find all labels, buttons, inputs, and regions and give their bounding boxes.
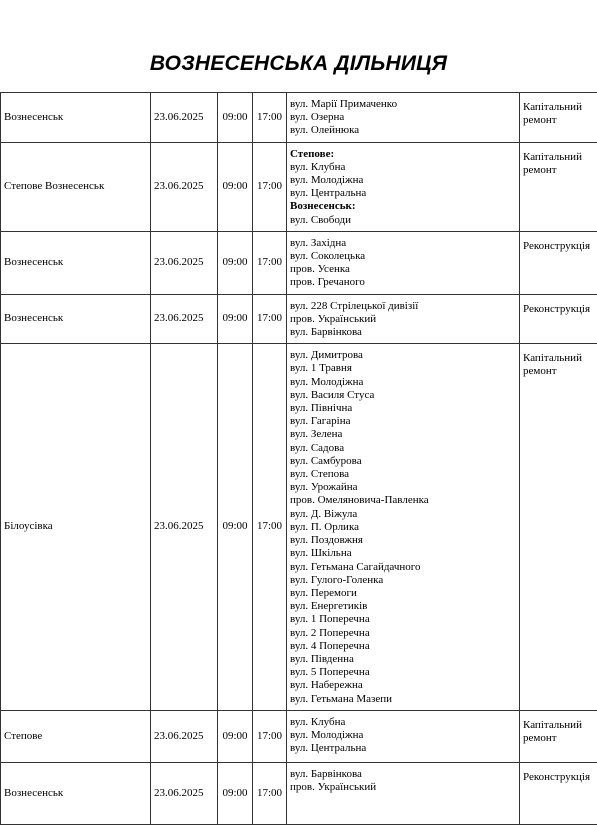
street-item: вул. Центральна: [290, 742, 516, 755]
date-cell: 23.06.2025: [151, 294, 218, 344]
work-type-cell: Капітальний ремонт: [520, 142, 597, 231]
street-item: вул. Центральна: [290, 187, 516, 200]
street-item: вул. Барвінкова: [290, 326, 516, 339]
table-row: [1, 344, 597, 710]
street-item: вул. Набережна: [290, 679, 516, 692]
street-item: вул. Гагаріна: [290, 415, 516, 428]
street-item: вул. Барвінкова: [290, 768, 516, 781]
locality-cell: Степове Вознесенськ: [1, 142, 151, 231]
start-time-cell: 09:00: [218, 142, 253, 231]
table-row: [1, 93, 597, 143]
street-item: вул. Свободи: [290, 214, 516, 227]
street-item: вул. Південна: [290, 653, 516, 666]
street-item: пров. Український: [290, 313, 516, 326]
locality-cell: Вознесенськ: [1, 93, 151, 143]
street-item: вул. Поздовжня: [290, 534, 516, 547]
end-time-cell: 17:00: [253, 231, 287, 294]
settlement-heading: Степове:: [290, 148, 516, 161]
start-time-cell: 09:00: [218, 294, 253, 344]
street-item: вул. Шкільна: [290, 547, 516, 560]
street-item: вул. 2 Поперечна: [290, 627, 516, 640]
settlement-heading: Вознесенськ:: [290, 200, 516, 213]
end-time-cell: 17:00: [253, 142, 287, 231]
street-item: пров. Усенка: [290, 263, 516, 276]
street-item: вул. Олейнюка: [290, 124, 516, 137]
street-item: вул. Молодіжна: [290, 376, 516, 389]
street-item: вул. Зелена: [290, 428, 516, 441]
street-item: вул. Гетьмана Сагайдачного: [290, 561, 516, 574]
street-item: пров. Український: [290, 781, 516, 794]
streets-cell: [287, 93, 520, 143]
page-title: ВОЗНЕСЕНСЬКА ДІЛЬНИЦЯ: [0, 52, 597, 76]
streets-cell: [287, 344, 520, 710]
locality-cell: Вознесенськ: [1, 762, 151, 824]
street-item: вул. Гетьмана Мазепи: [290, 693, 516, 706]
end-time-cell: 17:00: [253, 294, 287, 344]
street-item: вул. Д. Віжула: [290, 508, 516, 521]
street-item: вул. 1 Травня: [290, 362, 516, 375]
street-item: вул. Енергетиків: [290, 600, 516, 613]
street-item: вул. Василя Стуса: [290, 389, 516, 402]
street-item: вул. 4 Поперечна: [290, 640, 516, 653]
street-item: вул. Самбурова: [290, 455, 516, 468]
street-item: вул. Соколецька: [290, 250, 516, 263]
street-item: вул. 1 Поперечна: [290, 613, 516, 626]
street-item: вул. Степова: [290, 468, 516, 481]
date-cell: 23.06.2025: [151, 231, 218, 294]
work-type-cell: Капітальний ремонт: [520, 93, 597, 143]
street-item: вул. Північна: [290, 402, 516, 415]
street-item: вул. Садова: [290, 442, 516, 455]
outage-schedule-table: [0, 92, 597, 825]
start-time-cell: 09:00: [218, 344, 253, 710]
table-row: [1, 710, 597, 762]
streets-cell: [287, 294, 520, 344]
streets-cell: [287, 710, 520, 762]
street-item: вул. П. Орлика: [290, 521, 516, 534]
street-item: вул. Західна: [290, 237, 516, 250]
end-time-cell: 17:00: [253, 710, 287, 762]
date-cell: 23.06.2025: [151, 344, 218, 710]
end-time-cell: 17:00: [253, 93, 287, 143]
start-time-cell: 09:00: [218, 231, 253, 294]
table-row: [1, 231, 597, 294]
table-row: [1, 294, 597, 344]
streets-cell: [287, 231, 520, 294]
end-time-cell: 17:00: [253, 762, 287, 824]
street-item: вул. 5 Поперечна: [290, 666, 516, 679]
locality-cell: Білоусівка: [1, 344, 151, 710]
work-type-cell: Капітальний ремонт: [520, 344, 597, 710]
date-cell: 23.06.2025: [151, 142, 218, 231]
street-item: вул. Молодіжна: [290, 174, 516, 187]
date-cell: 23.06.2025: [151, 93, 218, 143]
street-item: пров. Омеляновича-Павленка: [290, 494, 516, 507]
end-time-cell: 17:00: [253, 344, 287, 710]
street-item: вул. Урожайна: [290, 481, 516, 494]
street-item: вул. Перемоги: [290, 587, 516, 600]
streets-cell: [287, 762, 520, 824]
table-row: [1, 762, 597, 824]
work-type-cell: Реконструкція: [520, 294, 597, 344]
work-type-cell: Капітальний ремонт: [520, 710, 597, 762]
work-type-cell: Реконструкція: [520, 762, 597, 824]
street-item: вул. Клубна: [290, 716, 516, 729]
street-item: вул. Клубна: [290, 161, 516, 174]
street-item: вул. Гулого-Голенка: [290, 574, 516, 587]
street-item: вул. 228 Стрілецької дивізії: [290, 300, 516, 313]
start-time-cell: 09:00: [218, 762, 253, 824]
street-item: вул. Димитрова: [290, 349, 516, 362]
work-type-cell: Реконструкція: [520, 231, 597, 294]
street-item: вул. Молодіжна: [290, 729, 516, 742]
street-item: пров. Гречаного: [290, 276, 516, 289]
locality-cell: Вознесенськ: [1, 294, 151, 344]
date-cell: 23.06.2025: [151, 710, 218, 762]
date-cell: 23.06.2025: [151, 762, 218, 824]
start-time-cell: 09:00: [218, 93, 253, 143]
start-time-cell: 09:00: [218, 710, 253, 762]
table-row: [1, 142, 597, 231]
street-item: вул. Марії Примаченко: [290, 98, 516, 111]
locality-cell: Степове: [1, 710, 151, 762]
street-item: вул. Озерна: [290, 111, 516, 124]
streets-cell: [287, 142, 520, 231]
locality-cell: Вознесенськ: [1, 231, 151, 294]
